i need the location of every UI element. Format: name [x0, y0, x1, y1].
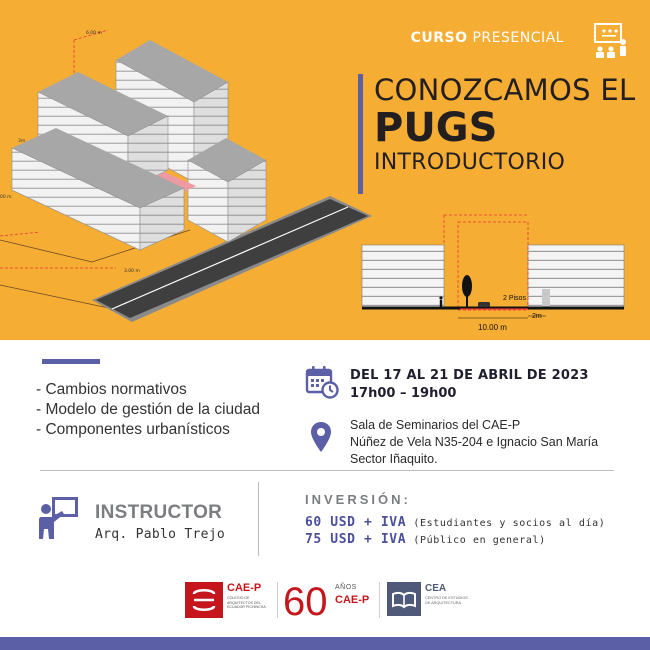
- price-row-students: [305, 515, 605, 530]
- investment-label: INVERSIÓN:: [305, 492, 411, 507]
- venue-line-1: Sala de Seminarios del CAE-P: [350, 418, 521, 432]
- venue-line-3: Sector Iñaquito.: [350, 452, 438, 466]
- badge-strong-text: CURSO: [410, 30, 468, 46]
- logo-separator: [277, 582, 278, 618]
- venue-address: [350, 417, 598, 468]
- price-note: (Público en general): [413, 535, 546, 546]
- dim-bottom-label: 3.00 m: [124, 269, 140, 274]
- title-accent-bar: [358, 74, 363, 194]
- title-line-3: INTRODUCTORIO: [374, 150, 566, 175]
- price-row-public: [305, 532, 546, 547]
- cae-p-logo-subtitle: COLEGIO DE ARQUITECTOS DEL ECUADOR PICHINCHA: [227, 596, 266, 609]
- section-floors-label: 2 Pisos: [503, 295, 526, 302]
- section-divider: [40, 470, 614, 471]
- topics-accent-bar: [42, 359, 100, 364]
- topic-item: - Cambios normativos: [36, 381, 187, 398]
- cea-logo-subtitle: CENTRO DE ESTUDIOS DE ARQUITECTURA: [425, 596, 468, 605]
- dim-side-a-label: 3m: [18, 139, 26, 144]
- venue-line-2: Núñez de Vela N35-204 e Ignacio San María: [350, 435, 599, 449]
- course-type-badge: [411, 30, 564, 46]
- sixty-years-label: AÑOS: [335, 584, 357, 591]
- cea-logo: [387, 582, 421, 616]
- section-elevation: [362, 215, 624, 318]
- section-setback-label: 2m: [532, 313, 542, 320]
- cea-logo-name: CEA: [425, 583, 447, 594]
- cae-p-logo-name: CAE-P: [227, 582, 262, 594]
- section-width-label: 10.00 m: [478, 323, 507, 332]
- sponsor-logos: [185, 580, 475, 622]
- title-line-1: CONOZCAMOS EL: [374, 73, 636, 107]
- title-line-2: PUGS: [374, 105, 498, 151]
- svg-text:60: 60: [283, 580, 328, 620]
- price-value: 75 USD + IVA: [305, 532, 407, 547]
- calendar-clock-icon: [305, 365, 339, 399]
- teacher-board-icon: [38, 495, 80, 539]
- price-note: (Estudiantes y socios al día): [413, 518, 606, 529]
- price-value: 60 USD + IVA: [305, 515, 407, 530]
- instructor-name: Arq. Pablo Trejo: [95, 527, 226, 542]
- course-dates: DEL 17 AL 21 DE ABRIL DE 2023: [350, 368, 589, 383]
- topics-list: [36, 380, 260, 440]
- sixty-years-org: CAE-P: [335, 594, 370, 606]
- topic-item: - Componentes urbanísticos: [36, 421, 230, 438]
- building-right-wing: [188, 138, 266, 242]
- location-pin-icon: [310, 421, 332, 453]
- course-title: [374, 73, 636, 175]
- course-time: 17h00 – 19h00: [350, 386, 457, 401]
- column-divider: [258, 482, 259, 556]
- topic-item: - Modelo de gestión de la ciudad: [36, 401, 261, 418]
- logo-separator: [379, 582, 380, 618]
- dim-left-label: 00 m: [0, 195, 12, 200]
- footer-bar: [0, 637, 650, 650]
- badge-light-text: PRESENCIAL: [472, 30, 564, 46]
- presenter-board-icon: [592, 22, 628, 60]
- instructor-label: INSTRUCTOR: [95, 502, 223, 523]
- dim-top-label: 6.00 m: [86, 31, 102, 36]
